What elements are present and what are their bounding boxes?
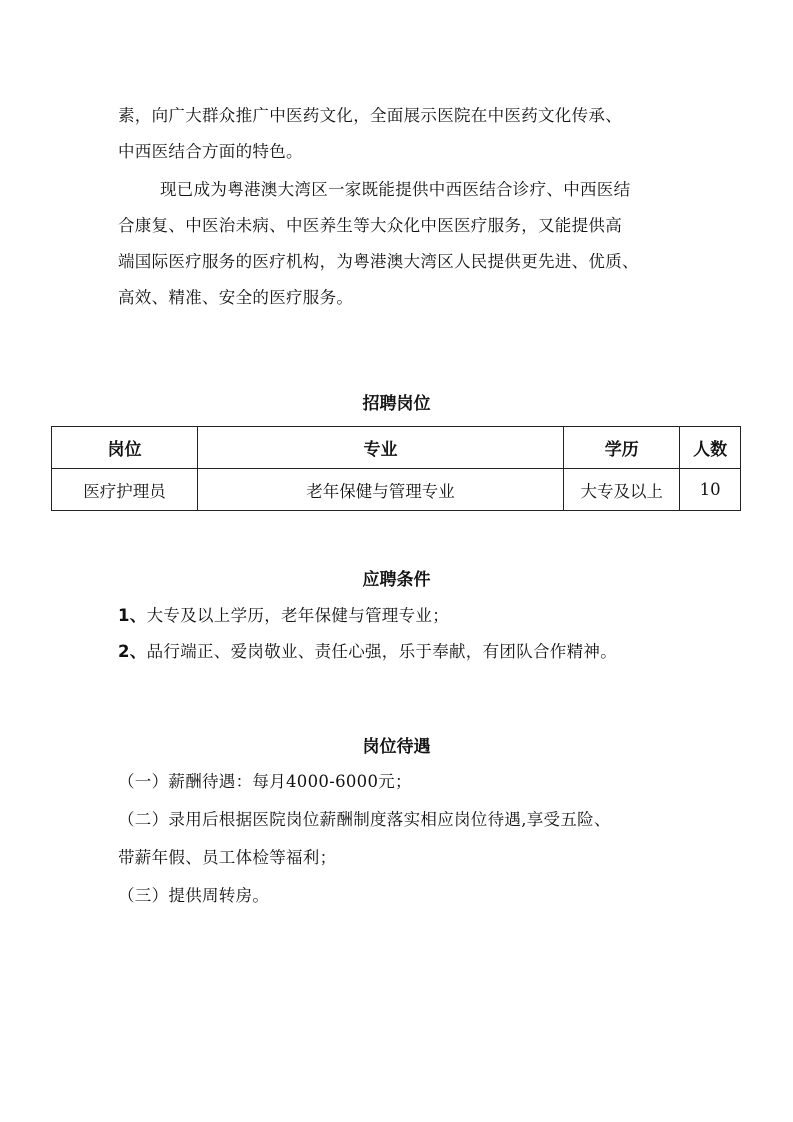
positions-title: 招聘岗位 [362,394,431,414]
header-headcount: 人数 [680,427,741,469]
header-education: 学历 [564,427,680,469]
list-item [118,598,688,634]
list-item-text: 品行端正、爱岗敬业、责任心强，乐于奉献，有团队合作精神。 [146,642,617,661]
header-position: 岗位 [52,427,198,469]
requirements-title: 应聘条件 [362,570,431,590]
list-item: （二）录用后根据医院岗位薪酬制度落实相应岗位待遇,享受五险、 [118,810,611,829]
intro-paragraph-2 [118,172,688,316]
cell-headcount: 10 [680,469,741,511]
intro-line: 合康复、中医治未病、中医养生等大众化中医医疗服务，又能提供高 [118,216,622,235]
header-major: 专业 [197,427,563,469]
list-item-number: 2、 [118,642,147,661]
list-item: （一）薪酬待遇：每月4000-6000元； [118,772,412,791]
cell-position: 医疗护理员 [52,469,198,511]
table-row [52,469,741,511]
list-item-number: 1、 [118,606,147,625]
list-item: （三）提供周转房。 [118,886,270,905]
list-item-text: 大专及以上学历，老年保健与管理专业； [146,606,449,625]
table-header-row [52,427,741,469]
intro-line: 中西医结合方面的特色。 [118,142,303,161]
cell-education: 大专及以上 [564,469,680,511]
intro-line: 高效、精准、安全的医疗服务。 [118,288,354,307]
list-item: 带薪年假、员工体检等福利； [118,848,337,867]
cell-major: 老年保健与管理专业 [197,469,563,511]
benefits-list [118,763,688,915]
benefits-title: 岗位待遇 [362,737,431,757]
intro-paragraph-1 [118,98,688,170]
list-item [118,634,688,670]
intro-line: 端国际医疗服务的医疗机构，为粤港澳大湾区人民提供更先进、优质、 [118,252,639,271]
requirements-list [118,598,688,670]
positions-table [51,426,741,511]
intro-line: 现已成为粤港澳大湾区一家既能提供中西医结合诊疗、中西医结 [160,180,631,199]
intro-line: 素，向广大群众推广中医药文化，全面展示医院在中医药文化传承、 [118,106,622,125]
